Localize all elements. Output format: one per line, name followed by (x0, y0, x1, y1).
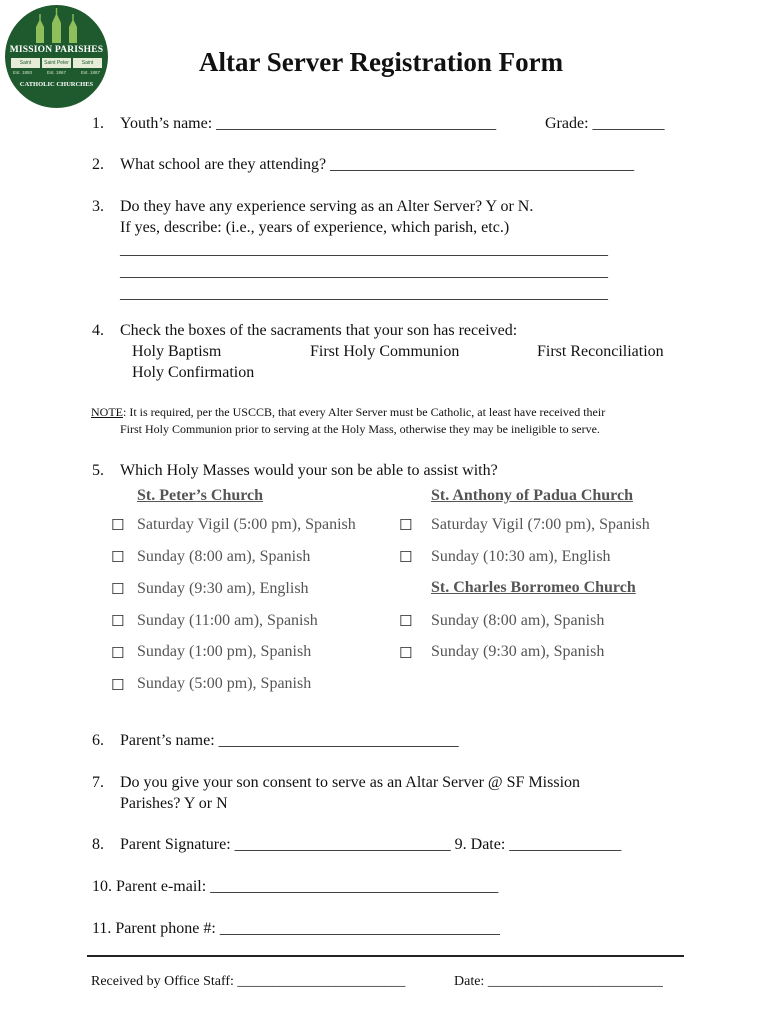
signature-date-field[interactable]: Parent Signature: ___________________________ 9. Date: ______________ (120, 836, 622, 853)
church-towers-icon (5, 5, 108, 45)
logo-band-item: Saint Peter (42, 58, 71, 68)
note-prefix: NOTE (91, 405, 123, 419)
mass-option: Sunday (8:00 am), Spanish (431, 612, 605, 629)
q3-number: 3. (92, 198, 104, 215)
mass-option: Sunday (9:30 am), English (137, 580, 309, 597)
q8-number: 8. (92, 836, 104, 853)
checkbox-icon[interactable]: ☐ (111, 644, 125, 662)
parish-logo (5, 5, 108, 108)
logo-band-item: Saint (11, 58, 40, 68)
logo-top-text: MISSION PARISHES (9, 45, 104, 55)
note-line-2: First Holy Communion prior to serving at the Holy Mass, otherwise they may be ineligible to serve. (120, 422, 600, 436)
logo-band-item: Saint (73, 58, 102, 68)
experience-describe: If yes, describe: (i.e., years of experience, which parish, etc.) (120, 219, 510, 236)
q5-number: 5. (92, 462, 104, 479)
experience-line[interactable]: _____________________________________________________________ (120, 285, 608, 302)
mass-option: Sunday (5:00 pm), Spanish (137, 675, 312, 692)
sacrament-option[interactable]: First Reconciliation (537, 343, 664, 360)
note-text: : It is required, per the USCCB, that every Alter Server must be Catholic, at least have received their (123, 405, 606, 419)
q2-number: 2. (92, 156, 104, 173)
parent-name-field[interactable]: Parent’s name: ______________________________ (120, 732, 459, 749)
q1-number: 1. (92, 115, 104, 132)
consent-answer[interactable]: Parishes? Y or N (120, 795, 228, 812)
logo-est-item: Est. 1887 (80, 70, 100, 75)
sacrament-option[interactable]: Holy Confirmation (132, 364, 255, 381)
logo-est-item: Est. 1867 (46, 70, 66, 75)
checkbox-icon[interactable]: ☐ (399, 548, 413, 566)
logo-bottom-text: CATHOLIC CHURCHES (19, 81, 94, 88)
q7-number: 7. (92, 774, 104, 791)
experience-line[interactable]: _____________________________________________________________ (120, 241, 608, 258)
logo-est (13, 70, 100, 75)
mass-option: Saturday Vigil (7:00 pm), Spanish (431, 516, 650, 533)
grade-field[interactable]: Grade: _________ (545, 115, 665, 132)
logo-band (11, 58, 102, 68)
consent-question: Do you give your son consent to serve as an Altar Server @ SF Mission (120, 774, 581, 791)
st-peter-heading: St. Peter’s Church (137, 487, 264, 504)
parent-phone-field[interactable]: 11. Parent phone #: ___________________________________ (92, 920, 500, 937)
page-title: Altar Server Registration Form (199, 47, 564, 77)
sacrament-option[interactable]: Holy Baptism (132, 343, 222, 360)
q6-number: 6. (92, 732, 104, 749)
footer-divider (87, 955, 684, 957)
st-anthony-heading: St. Anthony of Padua Church (431, 487, 633, 504)
checkbox-icon[interactable]: ☐ (399, 644, 413, 662)
mass-option: Saturday Vigil (5:00 pm), Spanish (137, 516, 356, 533)
sacrament-option[interactable]: First Holy Communion (310, 343, 460, 360)
sacraments-question: Check the boxes of the sacraments that your son has received: (120, 322, 518, 339)
checkbox-icon[interactable]: ☐ (111, 516, 125, 534)
mass-option: Sunday (10:30 am), English (431, 548, 611, 565)
checkbox-icon[interactable]: ☐ (111, 612, 125, 630)
note-line-1 (91, 404, 605, 420)
office-staff-field[interactable]: Received by Office Staff: ________________________ (91, 974, 406, 989)
school-field[interactable]: What school are they attending? ______________________________________ (120, 156, 635, 173)
checkbox-icon[interactable]: ☐ (111, 676, 125, 694)
mass-option: Sunday (1:00 pm), Spanish (137, 643, 312, 660)
youth-name-field[interactable]: Youth’s name: ___________________________________ (120, 115, 497, 132)
experience-line[interactable]: _____________________________________________________________ (120, 263, 608, 280)
experience-question[interactable]: Do they have any experience serving as an Alter Server? Y or N. (120, 198, 534, 215)
office-date-field[interactable]: Date: _________________________ (454, 974, 663, 989)
parent-email-field[interactable]: 10. Parent e-mail: ____________________________________ (92, 878, 499, 895)
checkbox-icon[interactable]: ☐ (399, 612, 413, 630)
masses-question: Which Holy Masses would your son be able to assist with? (120, 462, 498, 479)
logo-est-item: Est. 1893 (13, 70, 33, 75)
mass-option: Sunday (11:00 am), Spanish (137, 612, 318, 629)
q4-number: 4. (92, 322, 104, 339)
mass-option: Sunday (8:00 am), Spanish (137, 548, 311, 565)
checkbox-icon[interactable]: ☐ (399, 516, 413, 534)
checkbox-icon[interactable]: ☐ (111, 548, 125, 566)
checkbox-icon[interactable]: ☐ (111, 580, 125, 598)
st-charles-heading: St. Charles Borromeo Church (431, 579, 636, 596)
mass-option: Sunday (9:30 am), Spanish (431, 643, 605, 660)
